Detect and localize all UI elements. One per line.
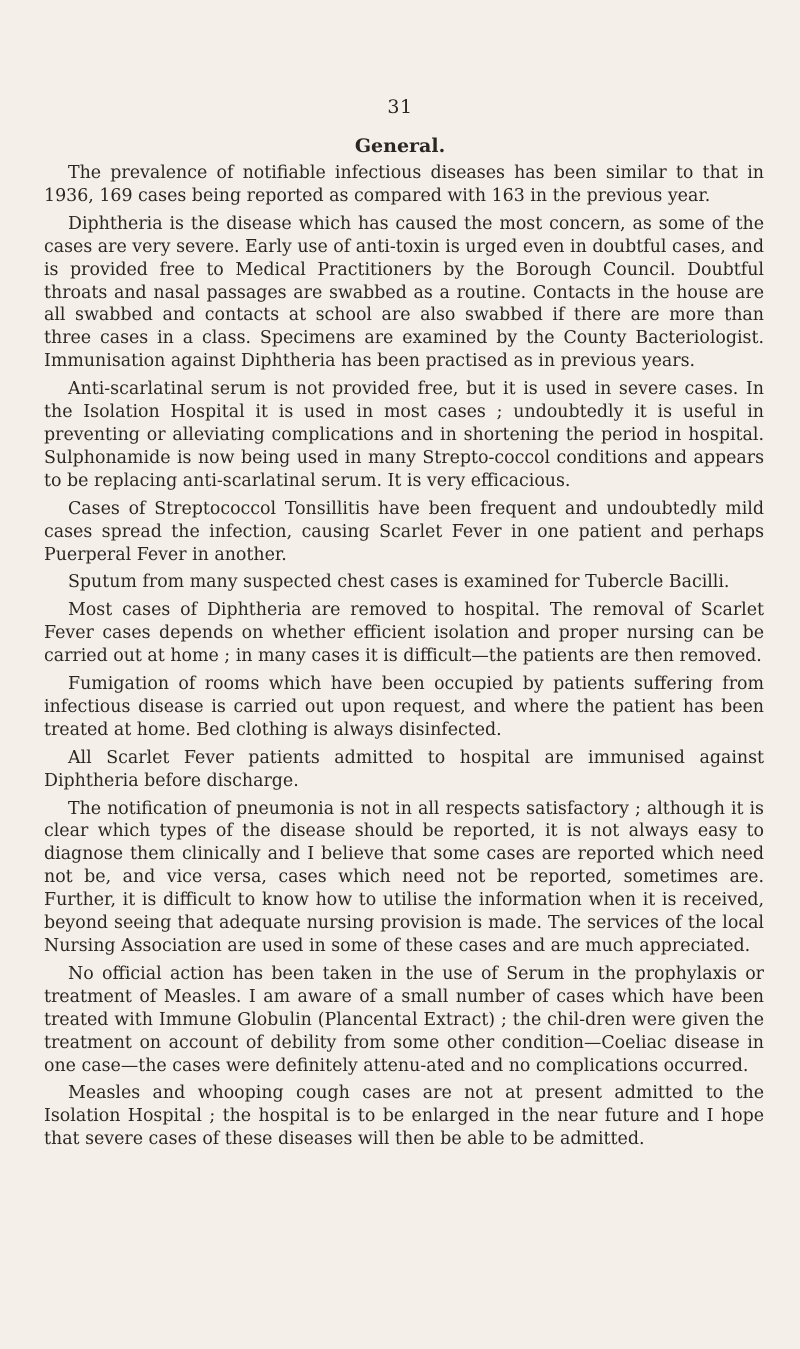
paragraph: Sputum from many suspected chest cases is examined for Tubercle Bacilli. <box>68 572 730 593</box>
paragraph: Most cases of Diphtheria are removed to hospital. The removal of Scarlet Fever cases depends on whether efficient isolation and proper nursing can be carried out at home ; in many cases it is difficult—the patients are then removed. <box>44 600 764 667</box>
body-text <box>44 162 764 1156</box>
paragraph: Diphtheria is the disease which has caused the most concern, as some of the cases are very severe. Early use of anti-toxin is urged even in doubtful cases, and is provided free to Medical Practitioners by the Borough Council. Doubtful throats and nasal passages are swabbed as a routine. Contacts in the house are all swabbed and contacts at school are also swabbed if there are more than three cases in a class. Specimens are examined by the County Bacteriologist. Immunisation against Diphtheria has been practised as in previous years. <box>44 213 764 372</box>
paragraph: Anti-scarlatinal serum is not provided free, but it is used in severe cases. In the Isolation Hospital it is used in most cases ; undoubtedly it is useful in preventing or alleviating complications and in shortening the period in hospital. Sulphonamide is now being used in many Strepto-coccol conditions and appears to be replacing anti-scarlatinal serum. It is very efficacious. <box>44 379 764 491</box>
paragraph: All Scarlet Fever patients admitted to hospital are immunised against Diphtheria before discharge. <box>44 747 764 791</box>
paragraph: Cases of Streptococcol Tonsillitis have been frequent and undoubtedly mild cases spread the infection, causing Scarlet Fever in one patient and perhaps Puerperal Fever in another. <box>44 498 764 565</box>
paragraph: Measles and whooping cough cases are not at present admitted to the Isolation Hospital ; the hospital is to be enlarged in the near future and I hope that severe cases of these diseases will then be able to be admitted. <box>44 1083 764 1150</box>
paragraph: The notification of pneumonia is not in all respects satisfactory ; although it is clear which types of the disease should be reported, it is not always easy to diagnose them clinically and I believe that some cases are reported which need not be, and vice versa, cases which need not be reported, sometimes are. Further, it is difficult to know how to utilise the information when it is received, beyond seeing that adequate nursing provision is made. The services of the local Nursing Association are used in some of these cases and are much appreciated. <box>44 798 764 956</box>
page-number: 31 <box>387 96 413 118</box>
section-heading: General. <box>354 135 446 157</box>
paragraph: Fumigation of rooms which have been occupied by patients suffering from infectious disease is carried out upon request, and where the patient has been treated at home. Bed clothing is always disinfected. <box>44 674 764 740</box>
paragraph: No official action has been taken in the use of Serum in the prophylaxis or treatment of Measles. I am aware of a small number of cases which have been treated with Immune Globulin (Plancental Extract) ; the chil-dren were given the treatment on account of debility from some other condition—Coeliac disease in one case—the cases were definitely attenu-ated and no complications occurred. <box>44 963 764 1076</box>
paragraph: The prevalence of notifiable infectious diseases has been similar to that in 1936, 169 cases being reported as compared with 163 in the previous year. <box>44 163 764 206</box>
